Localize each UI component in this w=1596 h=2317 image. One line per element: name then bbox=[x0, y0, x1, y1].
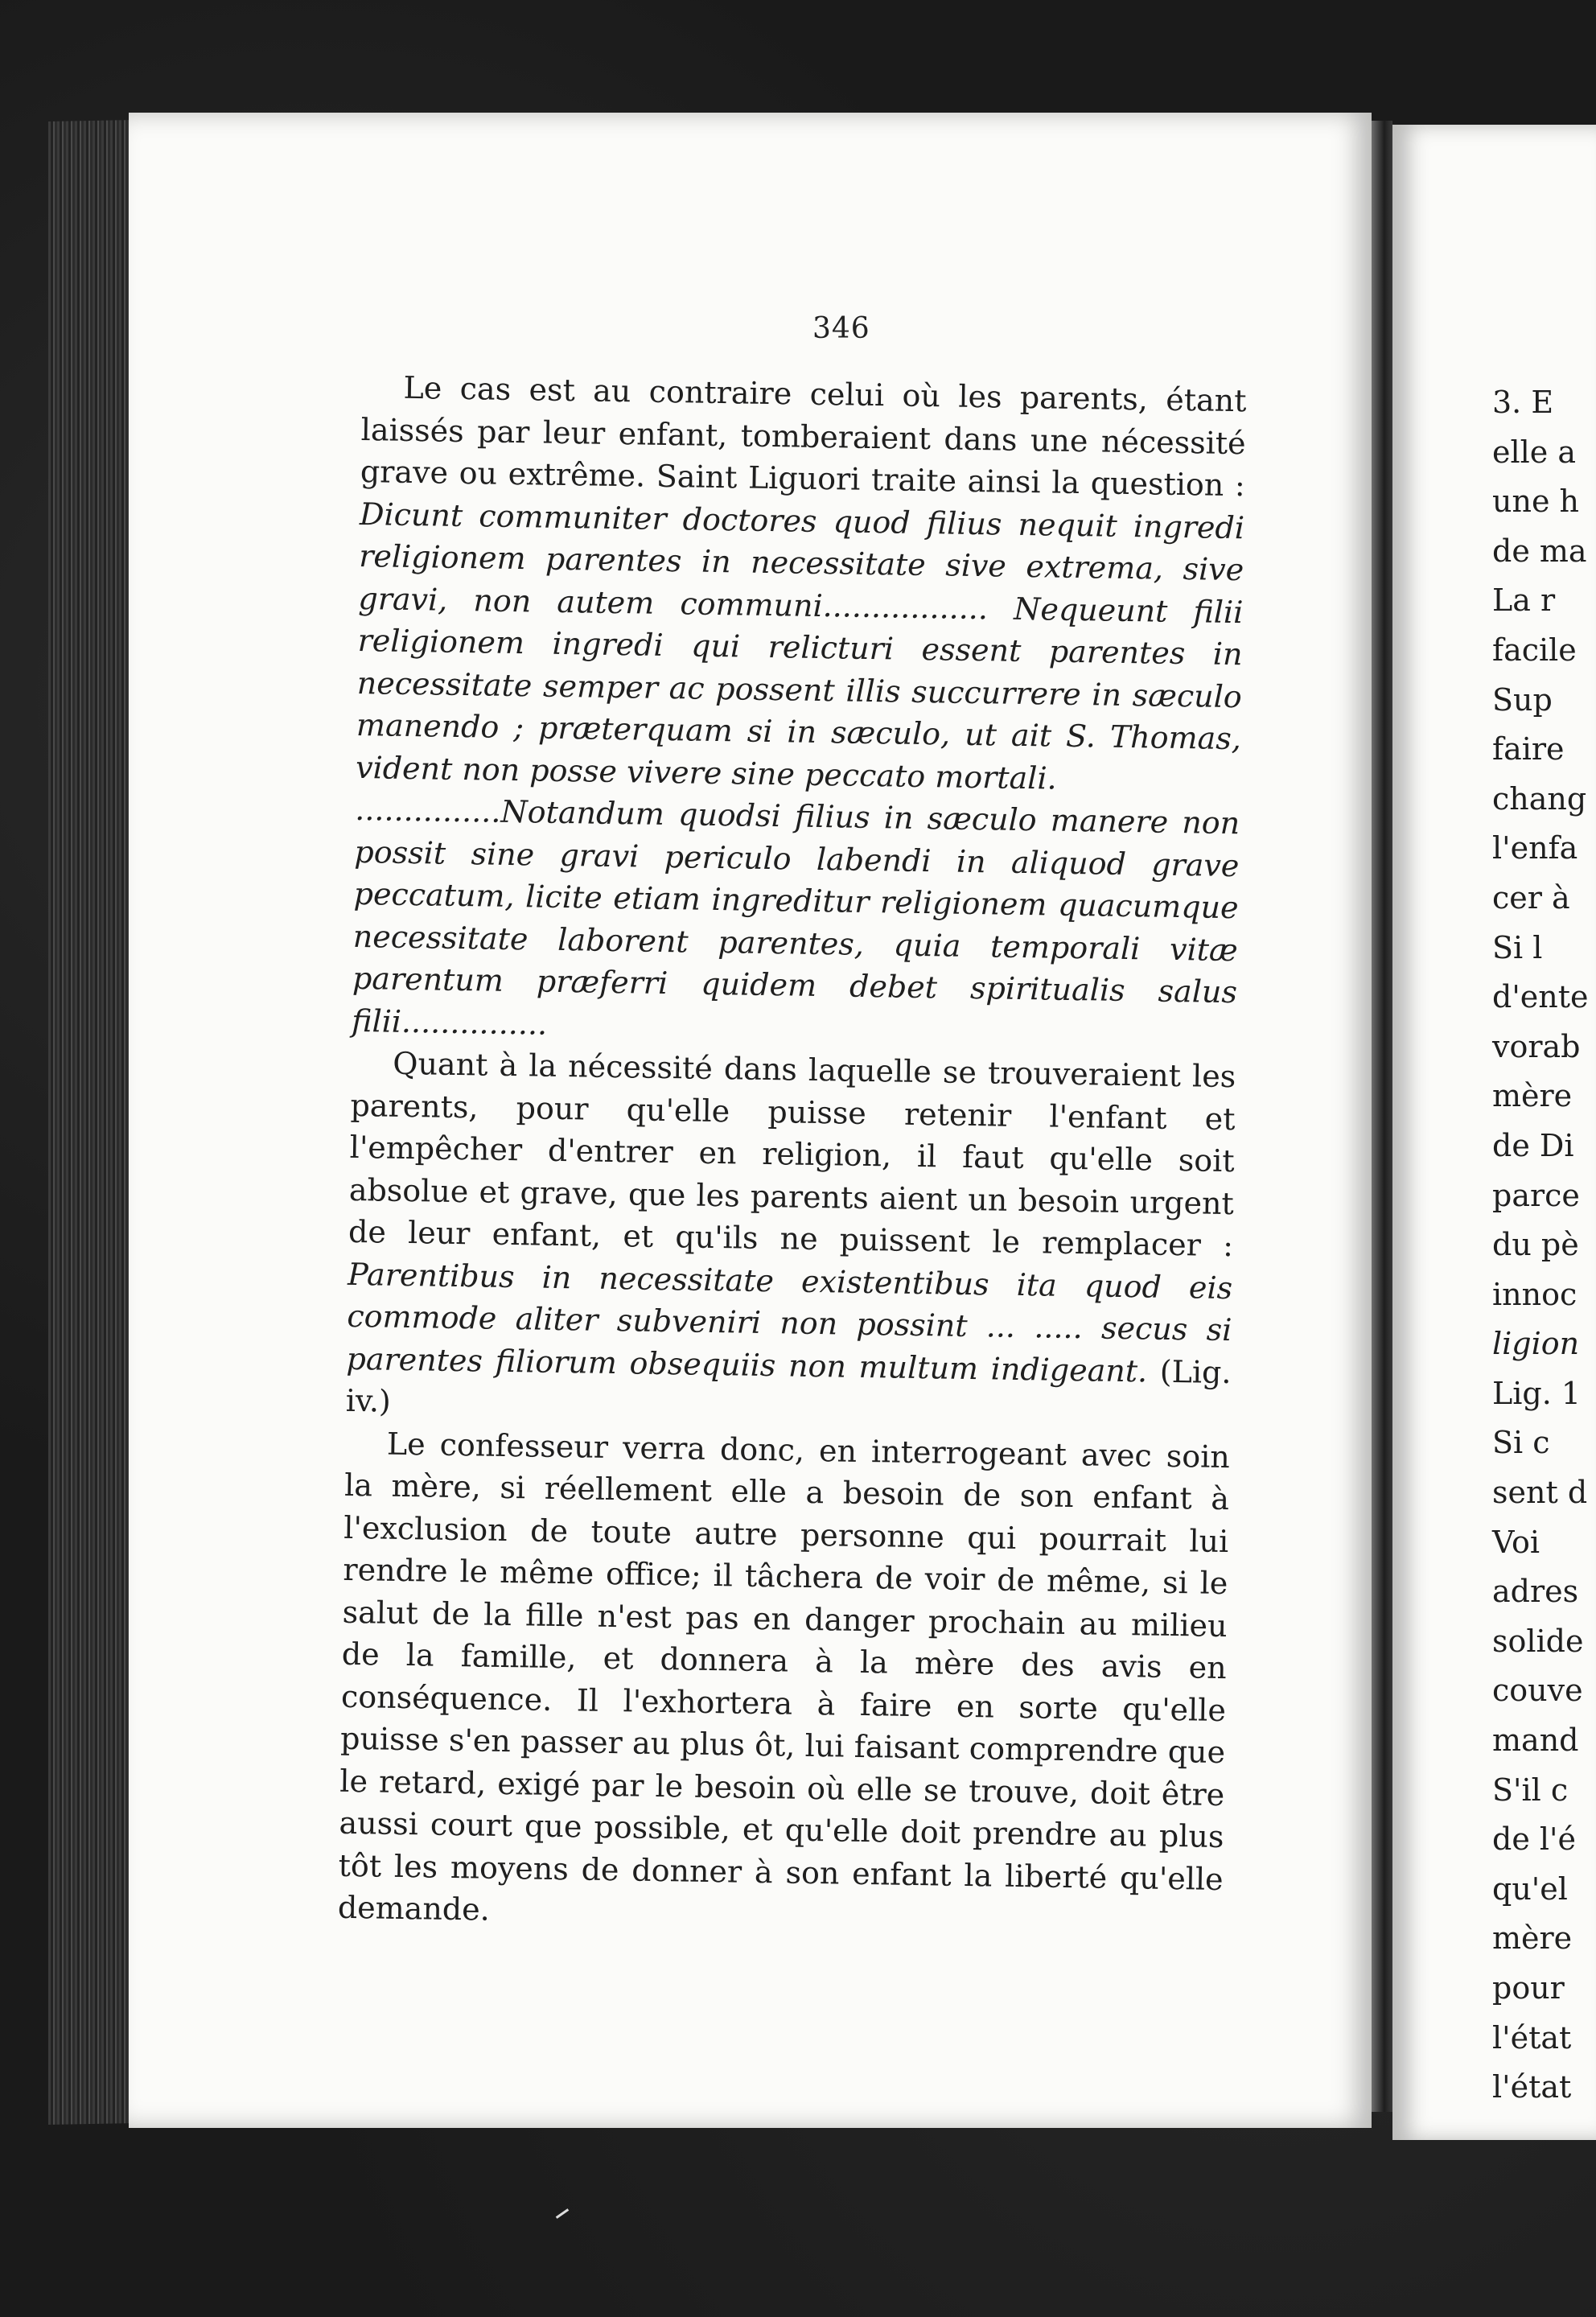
left-page-text bbox=[337, 366, 1246, 1943]
right-line: couve bbox=[1492, 1673, 1583, 1709]
right-line: pour bbox=[1492, 1970, 1565, 2006]
right-line: sent d bbox=[1492, 1475, 1588, 1511]
right-line: ligion bbox=[1492, 1326, 1580, 1362]
right-line: d'ente bbox=[1492, 979, 1589, 1015]
right-line: de l'é bbox=[1492, 1821, 1576, 1858]
paragraph-3-latin-quote: Parentibus in necessitate existentibus ita quod eis commode aliter subveniri non possint ... ..... secus si parentes filiorum obsequiis non multum indigeant. bbox=[346, 1256, 1233, 1389]
right-line: 3. E bbox=[1492, 385, 1554, 420]
right-line: innoc bbox=[1492, 1276, 1577, 1312]
right-line: S'il c bbox=[1492, 1772, 1569, 1808]
right-line: Si c bbox=[1492, 1425, 1550, 1461]
page-number: 346 bbox=[812, 312, 870, 345]
right-line: qu'el bbox=[1492, 1870, 1568, 1907]
right-line: mère bbox=[1492, 1920, 1573, 1957]
right-line: solide bbox=[1492, 1623, 1584, 1659]
paragraph-1-latin-quote: Dicunt communiter doctores quod filius nequit ingredi religionem parentes in necessitate sive extrema, sive gravi, non autem communi................. Nequeunt filii religionem ingredi qui relicturi essent parentes in necessitate semper ac possent illis succurrere in sæculo manendo ; præterquam si in sæculo, ut ait S. Thomas, vident non posse vivere sine peccato mortali. bbox=[355, 496, 1245, 796]
right-page-text bbox=[1492, 378, 1596, 2113]
right-line: Si l bbox=[1492, 929, 1543, 965]
right-line: du pè bbox=[1492, 1227, 1579, 1263]
paragraph-4: Le confesseur verra donc, en interrogeant avec soin la mère, si réellement elle a besoin de son enfant à l'exclusion de toute autre personne qui pourrait lui rendre le même office; il tâchera de voir de même, si le salut de la fille n'est pas en danger prochain au milieu de la famille, et donnera à la mère des avis en conséquence. Il l'exhortera à faire en sorte qu'elle puisse s'en passer au plus ôt, lui faisant comprendre que le retard, exigé par le besoin où elle se trouve, doit être aussi court que possible, et qu'elle doit prendre au plus tôt les moyens de donner à son enfant la liberté qu'elle demande. bbox=[337, 1426, 1231, 1928]
right-line: l'état bbox=[1492, 2069, 1572, 2105]
right-line: mère bbox=[1492, 1078, 1573, 1114]
paragraph-3 bbox=[345, 1042, 1236, 1436]
right-line: l'état bbox=[1492, 2019, 1572, 2056]
paragraph-3-reference: (Lig. iv.) bbox=[345, 1353, 1232, 1419]
right-line: cer à bbox=[1492, 879, 1570, 916]
right-line: Voi bbox=[1492, 1524, 1540, 1560]
paragraph-3-text: Quant à la nécessité dans laquelle se trouveraient les parents, pour qu'elle puisse retenir l'enfant et l'empêcher d'entrer en religion, il faut qu'elle soit absolue et grave, que les parents aient un besoin urgent de leur enfant, et qu'ils ne puissent le remplacer : bbox=[348, 1045, 1236, 1264]
paragraph-2-latin-quote: ...............Notandum quodsi filius in sæculo manere non possit sine gravi periculo labendi in aliquod grave peccatum, licite etiam ingreditur religionem quacumque necessitate laborent parentes, quia temporali vitæ parentum præferri quidem debet spiritualis salus filii............... bbox=[351, 791, 1240, 1042]
paragraph-1 bbox=[356, 366, 1247, 802]
book-page-edges bbox=[48, 120, 137, 2125]
right-line: adres bbox=[1492, 1574, 1579, 1610]
book-gutter bbox=[1372, 121, 1392, 2112]
right-line: mand bbox=[1492, 1722, 1579, 1759]
right-line: Sup bbox=[1492, 681, 1553, 718]
right-line: de Di bbox=[1492, 1127, 1574, 1163]
right-line: de ma bbox=[1492, 533, 1587, 569]
right-line: La r bbox=[1492, 582, 1556, 619]
right-line: facile bbox=[1492, 632, 1577, 668]
right-line: elle a bbox=[1492, 434, 1577, 470]
right-line: faire bbox=[1492, 731, 1565, 768]
right-line: chang bbox=[1492, 780, 1587, 817]
right-line: parce bbox=[1492, 1177, 1580, 1213]
right-line: Lig. 1 bbox=[1492, 1375, 1582, 1411]
right-line: vorab bbox=[1492, 1028, 1581, 1064]
paragraph-1-text: Le cas est au contraire celui où les parents, étant laissés par leur enfant, tomberaient dans une nécessité grave ou extrême. Saint Liguori traite ainsi la question : bbox=[360, 369, 1247, 504]
right-line: une h bbox=[1492, 484, 1579, 520]
right-line: l'enfa bbox=[1492, 830, 1578, 866]
